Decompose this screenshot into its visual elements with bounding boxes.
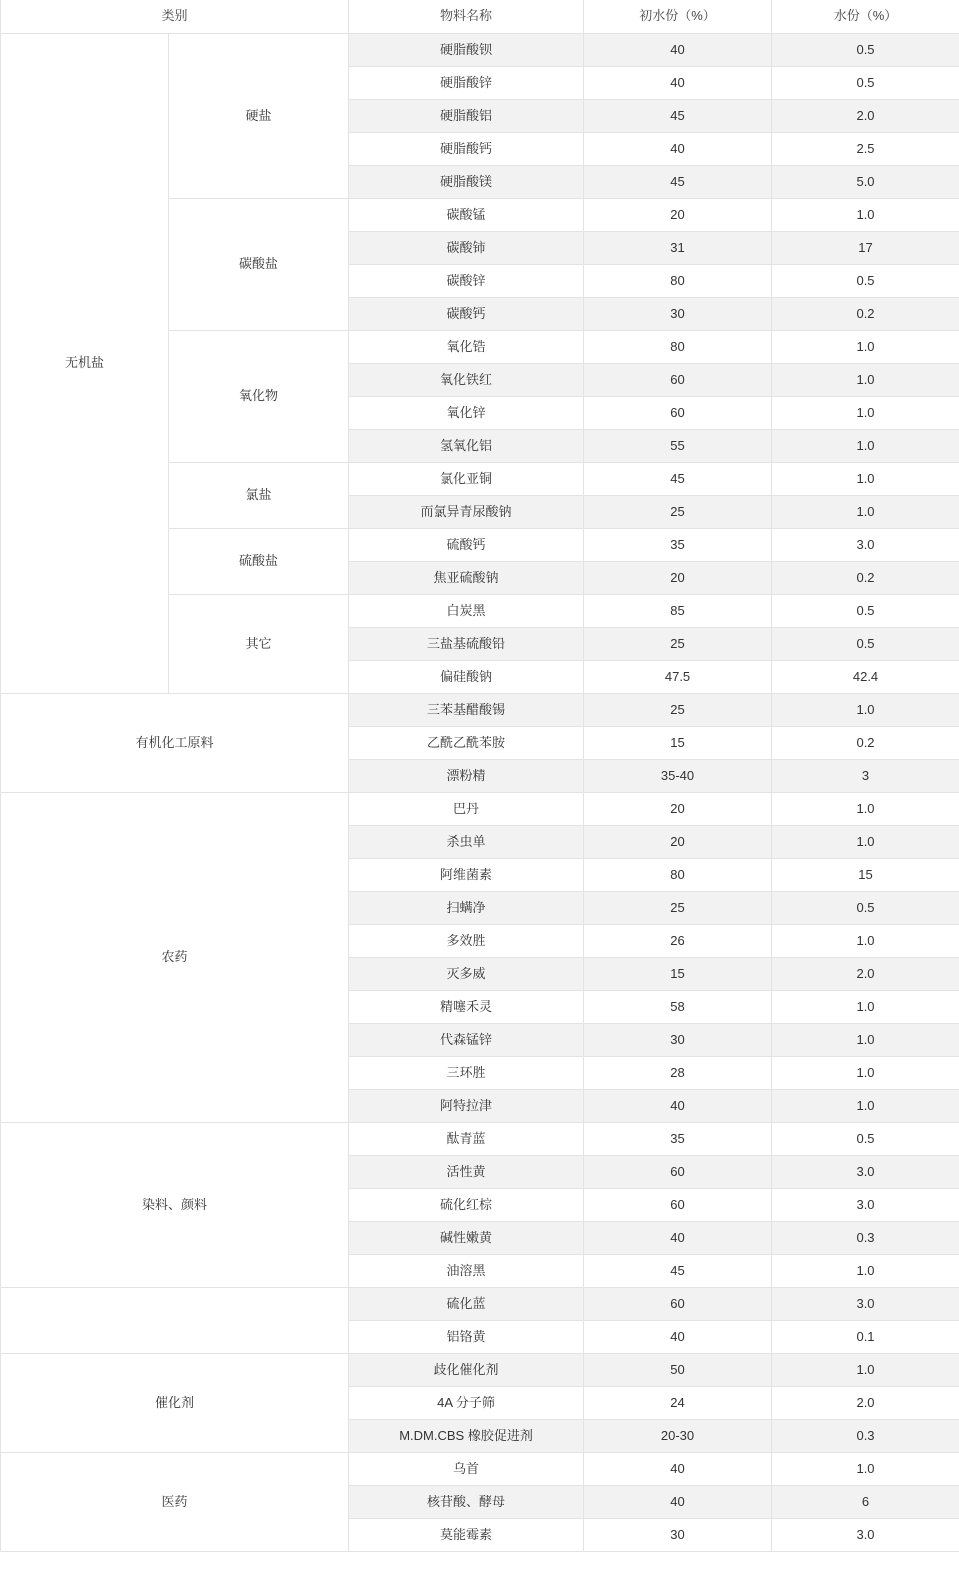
category-cell bbox=[1, 1288, 349, 1354]
moisture-cell: 1.0 bbox=[772, 694, 959, 727]
moisture-cell: 0.5 bbox=[772, 67, 959, 100]
table-row bbox=[1, 1288, 959, 1321]
initial-moisture-cell: 80 bbox=[584, 331, 772, 364]
initial-moisture-cell: 20-30 bbox=[584, 1420, 772, 1453]
initial-moisture-cell: 35 bbox=[584, 529, 772, 562]
initial-moisture-cell: 24 bbox=[584, 1387, 772, 1420]
moisture-cell: 1.0 bbox=[772, 430, 959, 463]
initial-moisture-cell: 40 bbox=[584, 1222, 772, 1255]
moisture-cell: 0.3 bbox=[772, 1222, 959, 1255]
initial-moisture-cell: 30 bbox=[584, 1024, 772, 1057]
moisture-cell: 0.1 bbox=[772, 1321, 959, 1354]
table-row bbox=[1, 793, 959, 826]
initial-moisture-cell: 25 bbox=[584, 892, 772, 925]
moisture-cell: 3.0 bbox=[772, 1519, 959, 1552]
moisture-cell: 1.0 bbox=[772, 1090, 959, 1123]
table-row bbox=[1, 694, 959, 727]
moisture-cell: 1.0 bbox=[772, 1453, 959, 1486]
initial-moisture-cell: 31 bbox=[584, 232, 772, 265]
material-name-cell: 硬脂酸钙 bbox=[349, 133, 584, 166]
material-name-cell: 铝铬黄 bbox=[349, 1321, 584, 1354]
initial-moisture-cell: 35-40 bbox=[584, 760, 772, 793]
moisture-cell: 5.0 bbox=[772, 166, 959, 199]
moisture-cell: 1.0 bbox=[772, 991, 959, 1024]
moisture-cell: 1.0 bbox=[772, 925, 959, 958]
moisture-cell: 1.0 bbox=[772, 364, 959, 397]
initial-moisture-cell: 40 bbox=[584, 133, 772, 166]
moisture-cell: 0.5 bbox=[772, 628, 959, 661]
initial-moisture-cell: 80 bbox=[584, 859, 772, 892]
subcategory-cell: 氧化物 bbox=[169, 331, 349, 463]
material-name-cell: 三盐基硫酸铅 bbox=[349, 628, 584, 661]
material-name-cell: 硬脂酸锌 bbox=[349, 67, 584, 100]
moisture-cell: 1.0 bbox=[772, 793, 959, 826]
material-name-cell: 漂粉精 bbox=[349, 760, 584, 793]
moisture-cell: 1.0 bbox=[772, 496, 959, 529]
moisture-cell: 0.5 bbox=[772, 892, 959, 925]
subcategory-cell: 氯盐 bbox=[169, 463, 349, 529]
initial-moisture-cell: 25 bbox=[584, 496, 772, 529]
initial-moisture-cell: 60 bbox=[584, 1288, 772, 1321]
initial-moisture-cell: 20 bbox=[584, 793, 772, 826]
material-name-cell: 碳酸锰 bbox=[349, 199, 584, 232]
header-row bbox=[1, 0, 959, 34]
initial-moisture-cell: 45 bbox=[584, 166, 772, 199]
moisture-cell: 0.5 bbox=[772, 265, 959, 298]
table-row bbox=[1, 1453, 959, 1486]
material-name-cell: 碱性嫩黄 bbox=[349, 1222, 584, 1255]
material-name-cell: 焦亚硫酸钠 bbox=[349, 562, 584, 595]
material-name-cell: 三环胜 bbox=[349, 1057, 584, 1090]
moisture-cell: 0.5 bbox=[772, 1123, 959, 1156]
material-name-cell: M.DM.CBS 橡胶促进剂 bbox=[349, 1420, 584, 1453]
initial-moisture-cell: 40 bbox=[584, 67, 772, 100]
initial-moisture-cell: 25 bbox=[584, 694, 772, 727]
moisture-cell: 15 bbox=[772, 859, 959, 892]
header-category: 类别 bbox=[1, 0, 349, 34]
moisture-cell: 1.0 bbox=[772, 826, 959, 859]
category-cell: 催化剂 bbox=[1, 1354, 349, 1453]
moisture-cell: 1.0 bbox=[772, 331, 959, 364]
initial-moisture-cell: 80 bbox=[584, 265, 772, 298]
initial-moisture-cell: 40 bbox=[584, 1453, 772, 1486]
initial-moisture-cell: 20 bbox=[584, 562, 772, 595]
initial-moisture-cell: 40 bbox=[584, 1321, 772, 1354]
material-name-cell: 氢氧化铝 bbox=[349, 430, 584, 463]
initial-moisture-cell: 20 bbox=[584, 199, 772, 232]
material-name-cell: 扫螨净 bbox=[349, 892, 584, 925]
moisture-cell: 3.0 bbox=[772, 1189, 959, 1222]
material-name-cell: 硫化红棕 bbox=[349, 1189, 584, 1222]
material-name-cell: 乌首 bbox=[349, 1453, 584, 1486]
material-name-cell: 偏硅酸钠 bbox=[349, 661, 584, 694]
material-name-cell: 硬脂酸铝 bbox=[349, 100, 584, 133]
initial-moisture-cell: 45 bbox=[584, 1255, 772, 1288]
header-initial-moisture: 初水份（%） bbox=[584, 0, 772, 34]
initial-moisture-cell: 40 bbox=[584, 1090, 772, 1123]
moisture-cell: 2.0 bbox=[772, 1387, 959, 1420]
category-cell: 染料、颜料 bbox=[1, 1123, 349, 1288]
header-material-name: 物料名称 bbox=[349, 0, 584, 34]
initial-moisture-cell: 55 bbox=[584, 430, 772, 463]
initial-moisture-cell: 60 bbox=[584, 364, 772, 397]
initial-moisture-cell: 35 bbox=[584, 1123, 772, 1156]
material-name-cell: 活性黄 bbox=[349, 1156, 584, 1189]
initial-moisture-cell: 26 bbox=[584, 925, 772, 958]
moisture-cell: 3.0 bbox=[772, 529, 959, 562]
initial-moisture-cell: 45 bbox=[584, 463, 772, 496]
table-body bbox=[1, 34, 959, 1552]
subcategory-cell: 硬盐 bbox=[169, 34, 349, 199]
material-name-cell: 硫酸钙 bbox=[349, 529, 584, 562]
initial-moisture-cell: 85 bbox=[584, 595, 772, 628]
table-row bbox=[1, 1354, 959, 1387]
initial-moisture-cell: 28 bbox=[584, 1057, 772, 1090]
material-name-cell: 硬脂酸钡 bbox=[349, 34, 584, 67]
material-name-cell: 阿维菌素 bbox=[349, 859, 584, 892]
material-name-cell: 碳酸铈 bbox=[349, 232, 584, 265]
material-name-cell: 而氯异青尿酸钠 bbox=[349, 496, 584, 529]
subcategory-cell: 碳酸盐 bbox=[169, 199, 349, 331]
material-name-cell: 4A 分子筛 bbox=[349, 1387, 584, 1420]
material-name-cell: 莫能霉素 bbox=[349, 1519, 584, 1552]
initial-moisture-cell: 45 bbox=[584, 100, 772, 133]
material-name-cell: 三苯基醋酸锡 bbox=[349, 694, 584, 727]
moisture-cell: 0.2 bbox=[772, 298, 959, 331]
table-row bbox=[1, 34, 959, 67]
material-name-cell: 核苷酸、酵母 bbox=[349, 1486, 584, 1519]
moisture-cell: 1.0 bbox=[772, 1024, 959, 1057]
moisture-cell: 6 bbox=[772, 1486, 959, 1519]
category-cell: 医药 bbox=[1, 1453, 349, 1552]
material-name-cell: 代森锰锌 bbox=[349, 1024, 584, 1057]
initial-moisture-cell: 60 bbox=[584, 397, 772, 430]
material-name-cell: 阿特拉津 bbox=[349, 1090, 584, 1123]
material-name-cell: 乙酰乙酰苯胺 bbox=[349, 727, 584, 760]
material-name-cell: 碳酸锌 bbox=[349, 265, 584, 298]
initial-moisture-cell: 47.5 bbox=[584, 661, 772, 694]
initial-moisture-cell: 60 bbox=[584, 1189, 772, 1222]
initial-moisture-cell: 30 bbox=[584, 1519, 772, 1552]
material-name-cell: 歧化催化剂 bbox=[349, 1354, 584, 1387]
table-header bbox=[1, 0, 959, 34]
category-cell: 有机化工原料 bbox=[1, 694, 349, 793]
category-cell: 农药 bbox=[1, 793, 349, 1123]
initial-moisture-cell: 15 bbox=[584, 727, 772, 760]
moisture-cell: 0.3 bbox=[772, 1420, 959, 1453]
moisture-cell: 17 bbox=[772, 232, 959, 265]
initial-moisture-cell: 40 bbox=[584, 1486, 772, 1519]
material-name-cell: 多效胜 bbox=[349, 925, 584, 958]
initial-moisture-cell: 50 bbox=[584, 1354, 772, 1387]
moisture-cell: 1.0 bbox=[772, 199, 959, 232]
material-name-cell: 氧化锌 bbox=[349, 397, 584, 430]
material-name-cell: 杀虫单 bbox=[349, 826, 584, 859]
initial-moisture-cell: 15 bbox=[584, 958, 772, 991]
initial-moisture-cell: 60 bbox=[584, 1156, 772, 1189]
moisture-cell: 1.0 bbox=[772, 1255, 959, 1288]
subcategory-cell: 其它 bbox=[169, 595, 349, 694]
material-name-cell: 油溶黑 bbox=[349, 1255, 584, 1288]
moisture-cell: 2.5 bbox=[772, 133, 959, 166]
material-name-cell: 精噻禾灵 bbox=[349, 991, 584, 1024]
moisture-cell: 1.0 bbox=[772, 1057, 959, 1090]
material-name-cell: 氧化铁红 bbox=[349, 364, 584, 397]
moisture-cell: 1.0 bbox=[772, 463, 959, 496]
material-name-cell: 氧化锆 bbox=[349, 331, 584, 364]
initial-moisture-cell: 40 bbox=[584, 34, 772, 67]
moisture-cell: 42.4 bbox=[772, 661, 959, 694]
table-row bbox=[1, 1123, 959, 1156]
initial-moisture-cell: 25 bbox=[584, 628, 772, 661]
moisture-cell: 3.0 bbox=[772, 1156, 959, 1189]
material-name-cell: 酞青蓝 bbox=[349, 1123, 584, 1156]
initial-moisture-cell: 58 bbox=[584, 991, 772, 1024]
header-moisture: 水份（%） bbox=[772, 0, 959, 34]
material-name-cell: 灭多威 bbox=[349, 958, 584, 991]
initial-moisture-cell: 30 bbox=[584, 298, 772, 331]
moisture-cell: 0.2 bbox=[772, 562, 959, 595]
category-cell: 无机盐 bbox=[1, 34, 169, 694]
initial-moisture-cell: 20 bbox=[584, 826, 772, 859]
material-name-cell: 硫化蓝 bbox=[349, 1288, 584, 1321]
moisture-cell: 2.0 bbox=[772, 958, 959, 991]
material-name-cell: 硬脂酸镁 bbox=[349, 166, 584, 199]
moisture-cell: 2.0 bbox=[772, 100, 959, 133]
moisture-cell: 0.5 bbox=[772, 34, 959, 67]
material-name-cell: 碳酸钙 bbox=[349, 298, 584, 331]
subcategory-cell: 硫酸盐 bbox=[169, 529, 349, 595]
moisture-cell: 3.0 bbox=[772, 1288, 959, 1321]
moisture-cell: 1.0 bbox=[772, 397, 959, 430]
moisture-cell: 0.5 bbox=[772, 595, 959, 628]
moisture-cell: 0.2 bbox=[772, 727, 959, 760]
moisture-cell: 3 bbox=[772, 760, 959, 793]
material-name-cell: 氯化亚铜 bbox=[349, 463, 584, 496]
material-name-cell: 巴丹 bbox=[349, 793, 584, 826]
moisture-cell: 1.0 bbox=[772, 1354, 959, 1387]
material-name-cell: 白炭黑 bbox=[349, 595, 584, 628]
